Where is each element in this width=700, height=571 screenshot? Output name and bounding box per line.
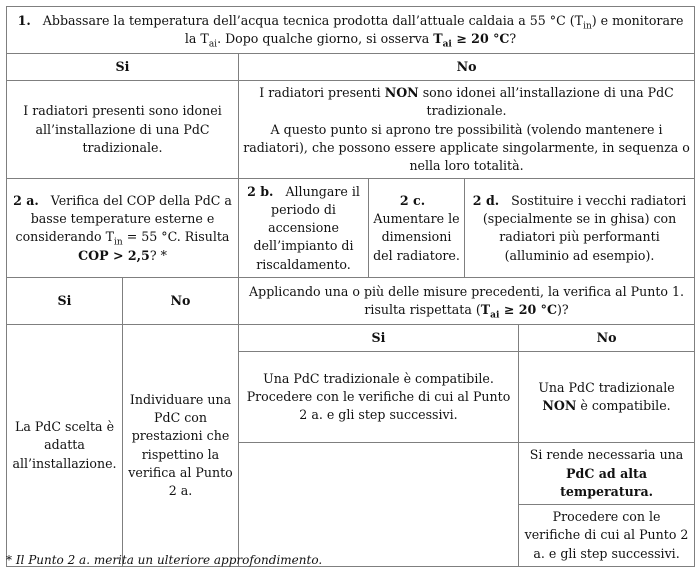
not-suitable-text-a: I radiatori presenti <box>259 85 385 100</box>
row-radiator-outcome <box>7 81 695 179</box>
high-temp-required-cell <box>519 443 695 505</box>
cond2-t: T <box>480 302 491 318</box>
traditional-not-compatible-cell <box>519 352 695 443</box>
step-2a-cop: COP > 2,5 <box>78 247 150 263</box>
radiators-not-suitable-cell <box>239 81 695 179</box>
cond-sub: ai <box>442 39 452 50</box>
hp-suitable-cell: La PdC scelta è adatta all’installazione. <box>7 325 123 567</box>
cond2-sub: ai <box>490 310 500 321</box>
step-2c-text: Aumentare le dimensioni del radiatore. <box>373 211 460 263</box>
step-2d-cell <box>465 179 695 278</box>
answer-no-2: No <box>123 278 239 325</box>
question-1-condition <box>433 31 510 50</box>
step-2c-number: 2 c. <box>399 192 426 208</box>
empty-cell <box>239 443 519 567</box>
decision-table <box>6 6 695 567</box>
answer-no-3: No <box>519 325 695 352</box>
question-2-cell <box>239 278 695 325</box>
find-hp-cell: Individuare una PdC con prestazioni che rispettino la verifica al Punto 2 a. <box>123 325 239 567</box>
question-2-text-b: )? <box>556 302 569 318</box>
question-2-text-a: Applicando una o più delle misure precedenti, la verifica al Punto 1. risulta rispettata ( <box>249 284 684 318</box>
sub-ai: ai <box>208 39 218 50</box>
answer-yes-3: Si <box>239 325 519 352</box>
row-steps-2 <box>7 179 695 278</box>
answer-yes-1: Si <box>7 54 239 81</box>
cond-value: ≥ 20 °C <box>451 31 510 46</box>
step-2d-text: Sostituire i vecchi radiatori (specialmente se in ghisa) con radiatori più performanti (alluminio ad esempio). <box>482 192 687 263</box>
row-answer-header-2 <box>7 278 695 325</box>
question-1-text-a: Abbassare la temperatura dell’acqua tecnica prodotta dall’attuale caldaia a 55 °C (T <box>42 12 584 28</box>
step-2a-cell <box>7 179 239 278</box>
step-2d-number: 2 d. <box>472 192 500 208</box>
question-1-number: 1. <box>17 12 31 28</box>
step-2a-tail: ? * <box>149 247 167 263</box>
traditional-compatible-cell: Una PdC tradizionale è compatibile. Procedere con le verifiche di cui al Punto 2 a. e gli step successivi. <box>239 352 519 443</box>
question-2-condition <box>480 302 557 321</box>
radiators-suitable-cell: I radiatori presenti sono idonei all’installazione di una PdC tradizionale. <box>7 81 239 179</box>
question-1-cell <box>7 7 695 54</box>
step-2b-cell <box>239 179 369 278</box>
step-2a-sub: in <box>114 237 123 248</box>
row-question-1 <box>7 7 695 54</box>
not-compatible-text-a: Una PdC tradizionale <box>538 380 675 395</box>
row-answer-header-3 <box>7 325 695 352</box>
high-temp-bold: PdC ad alta temperatura. <box>560 465 653 499</box>
not-compatible-bold: NON <box>542 398 577 414</box>
question-1-text-b: ) e monitorare la T <box>184 12 684 46</box>
answer-yes-2: Si <box>7 278 123 325</box>
step-2a-number: 2 a. <box>13 192 39 208</box>
three-options-text: A questo punto si aprono tre possibilità (volendo mantenere i radiatori), che possono essere applicate singolarmente, in sequenza o nella loro totalità. <box>243 121 690 173</box>
footnote: * Il Punto 2 a. merita un ulteriore approfondimento. <box>6 553 323 567</box>
high-temp-text-a: Si rende necessaria una <box>529 447 684 463</box>
not-compatible-text-b: è compatibile. <box>576 398 671 414</box>
cond-t: T <box>433 31 443 46</box>
sub-in: in <box>583 21 592 32</box>
question-1-text-d: ? <box>509 31 517 46</box>
proceed-cell: Procedere con le verifiche di cui al Punto 2 a. e gli step successivi. <box>519 505 695 567</box>
step-2b-text: Allungare il periodo di accensione dell’impianto di riscaldamento. <box>253 183 360 272</box>
cond2-value: ≥ 20 °C <box>499 302 557 318</box>
row-answer-header-1 <box>7 54 695 81</box>
answer-no-1: No <box>239 54 695 81</box>
step-2a-text: Verifica del COP della PdC a basse temperature esterne e considerando T <box>15 192 232 245</box>
step-2a-text-b: = 55 °C. Risulta <box>122 229 230 245</box>
step-2b-number: 2 b. <box>247 183 274 199</box>
question-1-text-c: . Dopo qualche giorno, si osserva <box>217 31 434 46</box>
not-suitable-bold: NON <box>384 85 419 100</box>
not-suitable-text-b: sono idonei all’installazione di una PdC tradizionale. <box>418 85 674 119</box>
step-2c-cell <box>369 179 465 278</box>
